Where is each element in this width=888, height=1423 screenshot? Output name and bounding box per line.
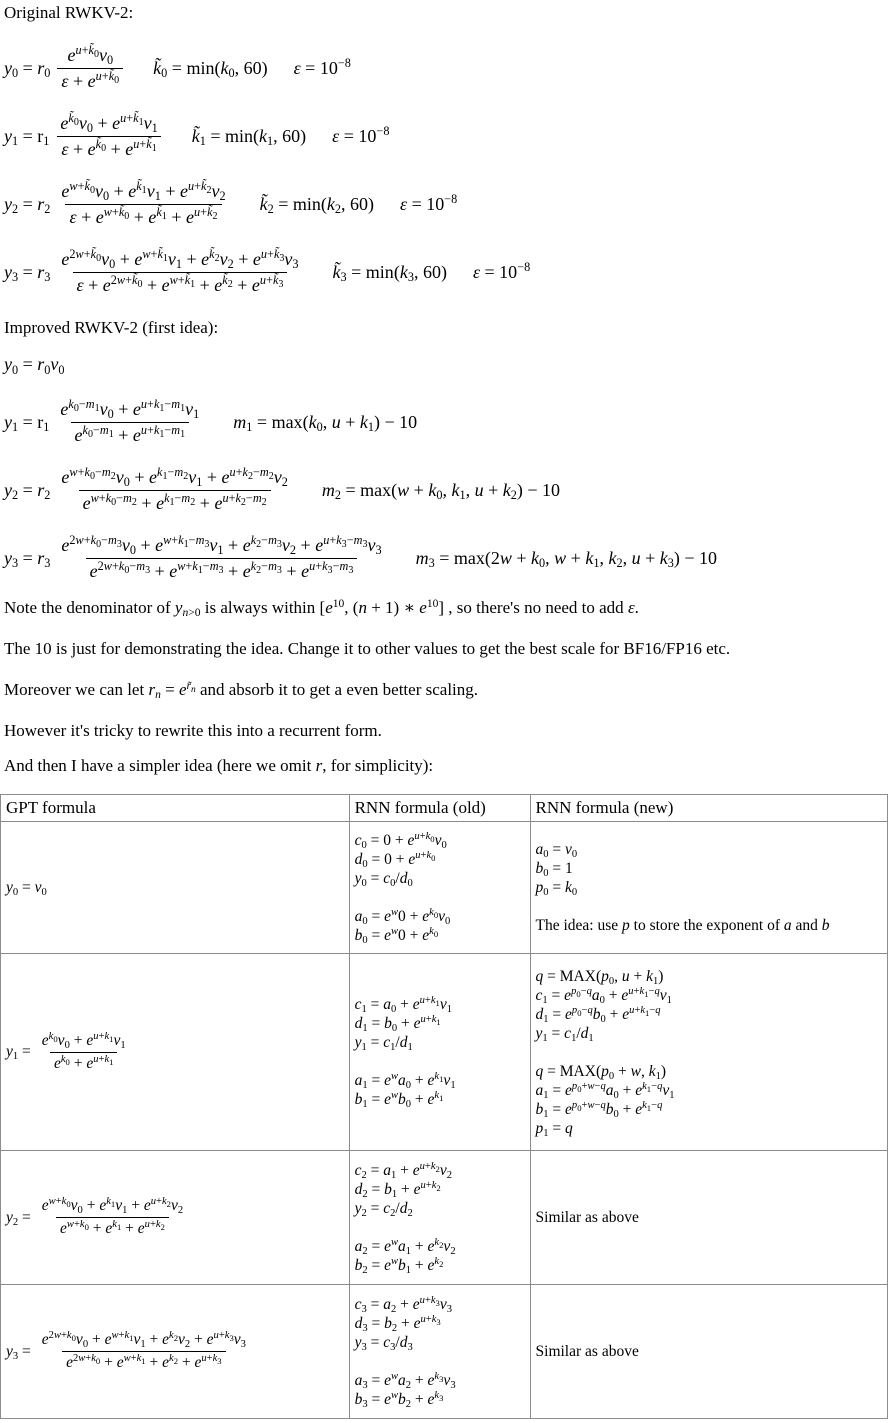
paragraph: The 10 is just for demonstrating the idea. Change it to other values to get the best scale for BF16/FP16 etc.	[4, 639, 731, 658]
rnn-old-cell	[349, 954, 530, 1151]
fraction	[57, 178, 229, 228]
math-line: $y_2 = c_2/d_2$	[354, 1199, 413, 1219]
formula-line	[6, 1197, 344, 1238]
formula-condition: $k̃_0 = \min(k_0$, 60)	[153, 57, 268, 81]
column-header: RNN formula (old)	[349, 795, 530, 822]
math-line: $d_0 = 0 + e^{u+k_0}$	[354, 849, 436, 870]
math-line: $b_1 = e^wb_0 + e^{k_1}$	[354, 1090, 444, 1111]
math-line: Similar as above	[535, 1209, 639, 1226]
formula-epsilon: $\varepsilon = 10^{-8}$	[400, 191, 458, 214]
formula-condition: $m_1 = \max(k_0$, $u + k_1) - 10$	[233, 411, 418, 435]
math-line: $c_3 = a_2 + e^{u+k_3}v_3$	[354, 1294, 453, 1315]
denominator: $\varepsilon + e^{u+k̃_0}$	[57, 68, 123, 92]
gpt-formula-cell	[1, 1151, 350, 1285]
formula-lhs: $y_3 = r_3$	[4, 261, 51, 285]
table-row	[1, 954, 888, 1151]
rnn-new-cell	[530, 822, 887, 954]
math-line: $c_1 = e^{p_0-q}a_0 + e^{u+k_1-q}v_1$	[535, 985, 672, 1006]
math-line: $b_3 = e^wb_2 + e^{k_3}$	[354, 1389, 444, 1410]
numerator: $e^{u+k̃_0}v_0$	[67, 42, 114, 68]
denominator: $\varepsilon + e^{k̃_0} + e^{u+k̃_1}$	[57, 136, 160, 160]
table-row	[1, 1285, 888, 1419]
formula-line	[4, 37, 888, 99]
formula-lhs: $y_1 = r_1$	[4, 125, 50, 149]
table-row	[1, 1151, 888, 1285]
math-line: $d_3 = b_2 + e^{u+k_3}$	[354, 1313, 441, 1334]
formula-lhs: $y_3$ =	[6, 1342, 31, 1362]
formula-line	[4, 527, 888, 589]
denominator: $e^{k_0-m_1} + e^{u+k_1-m_1}$	[71, 422, 190, 446]
math-line: $a_0 = v_0$	[535, 841, 578, 861]
math-line	[355, 1352, 525, 1371]
fraction	[38, 1331, 250, 1372]
math-line: $b_1 = e^{p_0+w-q}b_0 + e^{k_1-q}$	[535, 1099, 663, 1120]
formula-line	[4, 391, 888, 453]
fraction	[57, 464, 291, 514]
section-heading: Improved RWKV-2 (first idea):	[4, 318, 219, 337]
formula-line	[6, 1032, 344, 1073]
formula-lhs: $y_1 = r_1$	[4, 411, 50, 435]
math-line: $a_0 = e^w0 + e^{k_0}v_0$	[354, 906, 451, 927]
fraction	[57, 42, 123, 92]
math-line: $a_2 = e^wa_1 + e^{k_2}v_2$	[354, 1236, 456, 1257]
rnn-old-cell	[349, 822, 530, 954]
table-slot	[0, 794, 888, 1419]
fraction	[38, 1032, 130, 1073]
math-line: $a_3 = e^wa_2 + e^{k_3}v_3$	[354, 1370, 456, 1391]
rnn-new-cell	[530, 1151, 887, 1285]
formula-condition: $m_3 = \max(2w + k_0$, $w + k_1$, $k_2$, $u + k_3) - 10$	[415, 547, 718, 571]
math-line: $a_1 = e^wa_0 + e^{k_1}v_1$	[354, 1071, 456, 1092]
math-line	[355, 888, 525, 907]
table-row	[1, 822, 888, 954]
math-line: $c_0 = 0 + e^{u+k_0}v_0$	[354, 830, 447, 851]
math-line: $b_2 = e^wb_1 + e^{k_2}$	[354, 1255, 444, 1276]
paragraph: Note the denominator of $y_{n>0}$ is always within [$e^{10}$, (n + 1) ∗ $e^{10}$] , so there's no need to add ε.	[4, 596, 639, 620]
math-line: $d_1 = b_0 + e^{u+k_1}$	[354, 1014, 441, 1035]
column-header: RNN formula (new)	[530, 795, 887, 822]
table-header-row	[1, 795, 888, 822]
denominator: $\varepsilon + e^{2w+k̃_0} + e^{w+k̃_1} + e^{k̃_2} + e^{u+k̃_3}$	[73, 272, 288, 296]
formula-condition: $k̃_2 = \min(k_2$, 60)	[259, 193, 374, 217]
paragraph: However it's tricky to rewrite this into a recurrent form.	[4, 721, 382, 740]
formula-lhs: $y_2 = r_2$	[4, 479, 51, 503]
rnn-old-cell	[349, 1285, 530, 1419]
comparison-table	[0, 794, 888, 1419]
denominator: $e^{2w+k_0} + e^{w+k_1} + e^{k_2} + e^{u+k_3}$	[62, 1351, 226, 1372]
math-line: $y_1 = c_1/d_1$	[354, 1034, 413, 1054]
formula-lhs: $y_1$ =	[6, 1043, 31, 1063]
math-line: $q = MAX(p_0$, $u + k_1$)	[535, 967, 664, 987]
formula-epsilon: $\varepsilon = 10^{-8}$	[332, 123, 390, 146]
formula-condition: $k̃_1 = \min(k_1$, 60)	[191, 125, 307, 149]
denominator: $\varepsilon + e^{w+k̃_0} + e^{k̃_1} + e^{u+k̃_2}$	[65, 204, 221, 228]
gpt-formula-cell	[1, 954, 350, 1151]
formula-line	[4, 173, 888, 235]
math-line: $c_1 = a_0 + e^{u+k_1}v_1$	[354, 995, 453, 1016]
math-line: $y_3 = c_3/d_3$	[354, 1333, 413, 1353]
numerator: $e^{k_0-m_1}v_0 + e^{u+k_1-m_1}v_1$	[60, 396, 200, 422]
fraction	[38, 1197, 187, 1238]
math-line: $b_0 = e^w0 + e^{k_0}$	[354, 925, 439, 946]
math-line: $c_2 = a_1 + e^{u+k_2}v_2$	[354, 1160, 453, 1181]
rnn-new-cell	[530, 1285, 887, 1419]
paragraph: And then I have a simpler idea (here we omit r, for simplicity):	[4, 756, 434, 775]
formula-condition: $m_2 = \max(w + k_0$, $k_1$, $u + k_2) - 10$	[321, 479, 561, 503]
math-line	[536, 897, 882, 916]
rnn-new-cell	[530, 954, 887, 1151]
math-line: $a_1 = e^{p_0+w-q}a_0 + e^{k_1-q}v_1$	[535, 1080, 675, 1101]
fraction	[56, 110, 161, 160]
section-heading: Original RWKV-2:	[4, 3, 134, 22]
numerator: $e^{k_0}v_0 + e^{u+k_1}v_1$	[41, 1030, 126, 1051]
math-line	[536, 1043, 882, 1062]
formula-line	[4, 241, 888, 303]
formula-line	[4, 354, 888, 375]
math-line: $b_0 = 1$	[535, 860, 573, 880]
fraction	[56, 396, 203, 446]
math-line: $p_1 = q$	[535, 1119, 573, 1139]
numerator: $e^{w+k_0}v_0 + e^{k_1}v_1 + e^{u+k_2}v_2$	[41, 1196, 184, 1217]
fraction	[57, 246, 302, 296]
numerator: $e^{k̃_0}v_0 + e^{u+k̃_1}v_1$	[60, 110, 158, 136]
paragraph: Moreover we can let $r_n = e^{r̃_n}$ and absorb it to get a even better scaling.	[4, 678, 479, 702]
formula-lhs: $y_0 = v_0$	[6, 878, 47, 898]
numerator: $e^{2w+k_0-m_3}v_0 + e^{w+k_1-m_3}v_1 + e^{k_2-m_3}v_2 + e^{u+k_3-m_3}v_3$	[61, 532, 382, 558]
formula-line	[6, 879, 344, 897]
formula-lhs: $y_0 = r_0v_0$	[4, 354, 65, 377]
math-line: $d_2 = b_1 + e^{u+k_2}$	[354, 1179, 441, 1200]
math-line: $y_0 = c_0/d_0$	[354, 869, 413, 889]
formula-lhs: $y_2$ =	[6, 1208, 31, 1228]
column-header: GPT formula	[1, 795, 350, 822]
denominator: $e^{2w+k_0-m_3} + e^{w+k_1-m_3} + e^{k_2-m_3} + e^{u+k_3-m_3}$	[86, 558, 358, 582]
numerator: $e^{w+k̃_0}v_0 + e^{k̃_1}v_1 + e^{u+k̃_2}v_2$	[61, 178, 226, 204]
formula-condition: $k̃_3 = \min(k_3$, 60)	[332, 261, 447, 285]
formula-epsilon: $\varepsilon = 10^{-8}$	[472, 259, 531, 282]
rnn-old-cell	[349, 1151, 530, 1285]
numerator: $e^{w+k_0-m_2}v_0 + e^{k_1-m_2}v_1 + e^{u+k_2-m_2}v_2$	[61, 464, 288, 490]
formula-line	[6, 1331, 344, 1372]
formula-line	[4, 105, 888, 167]
denominator: $e^{w+k_0-m_2} + e^{k_1-m_2} + e^{u+k_2-m_2}$	[79, 490, 271, 514]
document-body	[0, 2, 888, 776]
gpt-formula-cell	[1, 822, 350, 954]
math-line: $y_1 = c_1/d_1$	[535, 1024, 594, 1044]
math-line: $q = MAX(p_0 + w$, $k_1$)	[535, 1062, 667, 1082]
gpt-formula-cell	[1, 1285, 350, 1419]
math-line	[355, 1052, 525, 1071]
math-line: $d_1 = e^{p_0-q}b_0 + e^{u+k_1-q}$	[535, 1004, 661, 1025]
formula-lhs: $y_2 = r_2$	[4, 193, 51, 217]
math-line: Similar as above	[535, 1343, 639, 1360]
math-line	[355, 1218, 525, 1237]
numerator: $e^{2w+k̃_0}v_0 + e^{w+k̃_1}v_1 + e^{k̃_2}v_2 + e^{u+k̃_3}v_3$	[61, 246, 299, 272]
math-line: $p_0 = k_0$	[535, 879, 578, 899]
formula-lhs: $y_3 = r_3$	[4, 547, 51, 571]
formula-lhs: $y_0 = r_0$	[4, 57, 51, 81]
denominator: $e^{w+k_0} + e^{k_1} + e^{u+k_2}$	[56, 1217, 169, 1238]
denominator: $e^{k_0} + e^{u+k_1}$	[50, 1052, 118, 1073]
numerator: $e^{2w+k_0}v_0 + e^{w+k_1}v_1 + e^{k_2}v_2 + e^{u+k_3}v_3$	[41, 1330, 246, 1351]
math-line: The idea: use p to store the exponent of a and b	[535, 917, 830, 934]
fraction	[57, 532, 385, 582]
formula-epsilon: $\varepsilon = 10^{-8}$	[293, 55, 351, 78]
formula-line	[4, 459, 888, 521]
